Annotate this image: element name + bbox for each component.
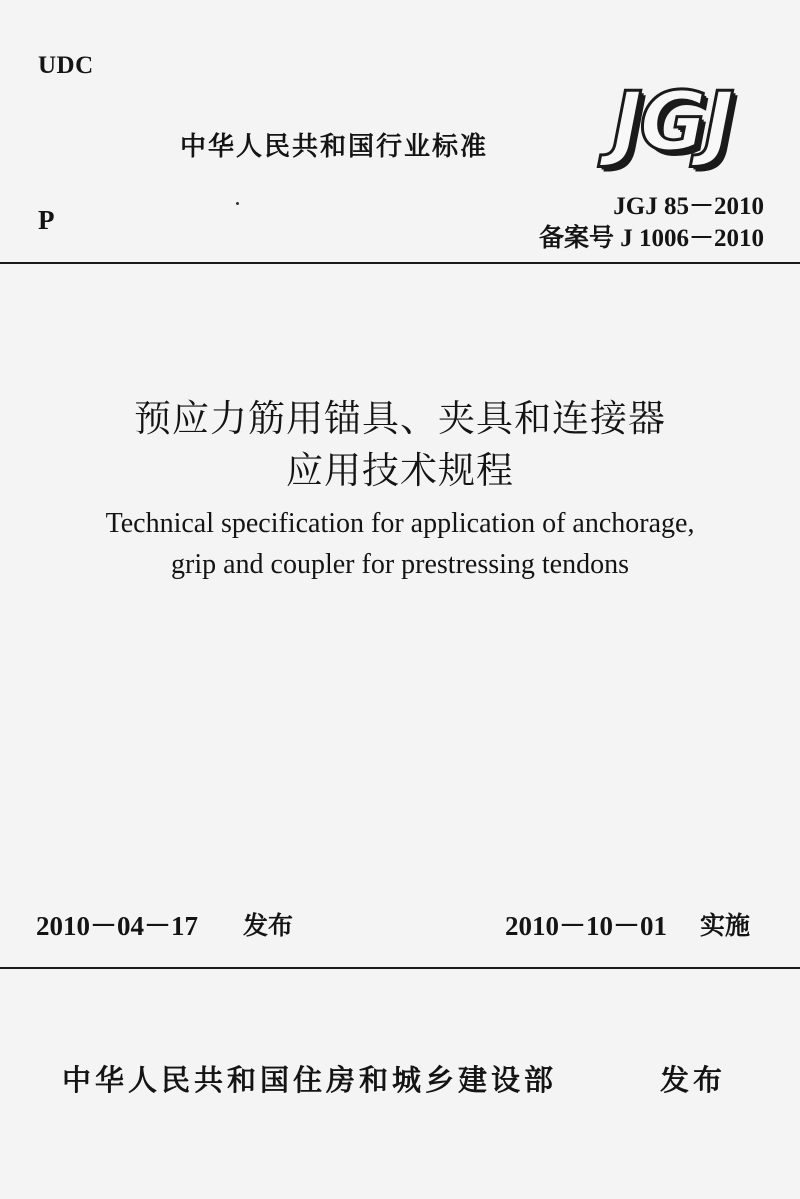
publisher-name: 中华人民共和国住房和城乡建设部 [62, 1063, 558, 1097]
publish-label: 发布 [660, 1063, 727, 1097]
bottom-divider [0, 967, 800, 969]
issue-date: 2010－04－17 [36, 911, 198, 941]
standard-type-heading: 中华人民共和国行业标准 [180, 132, 489, 162]
record-number: 备案号 J 1006－2010 [538, 225, 764, 252]
title-zh-line-1: 预应力筋用锚具、夹具和连接器 [134, 397, 666, 440]
standard-number: JGJ 85－2010 [613, 193, 764, 220]
category-code: P [38, 205, 55, 235]
title-en-line-1: Technical specification for application of anchorage, [105, 508, 695, 539]
implementation-date: 2010－10－01 [505, 911, 667, 941]
title-en-line-2: grip and coupler for prestressing tendons [171, 549, 629, 580]
print-speck [236, 202, 239, 205]
udc-label: UDC [38, 52, 94, 79]
top-divider [0, 262, 800, 264]
implementation-label: 实施 [700, 911, 751, 940]
jgj-logo: JGJ [612, 75, 732, 170]
title-zh-line-2: 应用技术规程 [286, 449, 514, 492]
issue-label: 发布 [243, 911, 294, 940]
